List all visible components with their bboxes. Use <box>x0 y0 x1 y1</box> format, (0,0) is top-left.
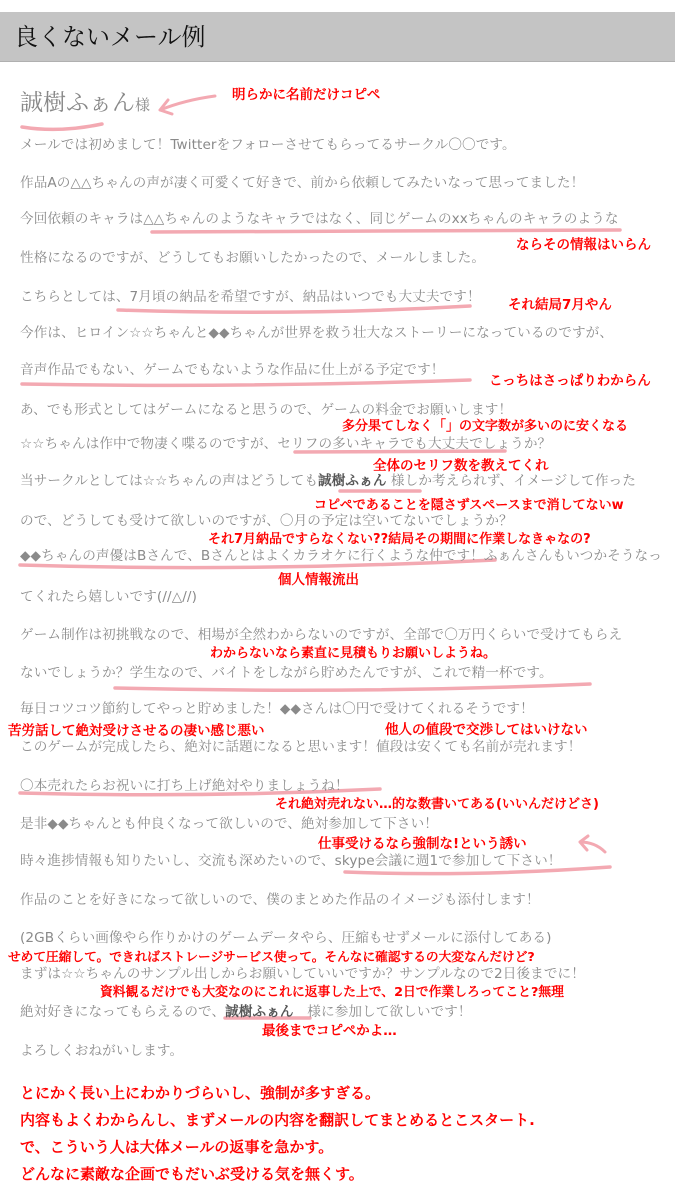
pasted-name: 誠樹ふぁん <box>225 1004 294 1020</box>
red-comment: コピペであることを隠さずスペースまで消してないw <box>314 498 624 513</box>
email-line: 時々進捗情報も知りたいし、交流も深めたいので、skype会議に週1で参加して下さい！ <box>20 853 562 869</box>
summary-line: 内容もよくわからんし、まずメールの内容を翻訳してまとめるとこスタート. <box>20 1111 535 1129</box>
email-line-with-name <box>20 1003 472 1021</box>
red-comment: わからないなら素直に見積もりお願いしようね。 <box>210 646 497 661</box>
email-line: (2GBくらい画像やら作りかけのゲームデータやら、圧縮もせずメールに添付してある) <box>20 930 552 946</box>
red-comment: 他人の値段で交渉してはいけない <box>385 722 588 738</box>
email-line: あ、でも形式としてはゲームになると思うので、ゲームの料金でお願いします！ <box>20 402 513 418</box>
red-comment: それ結局7月やん <box>508 297 612 313</box>
email-line-part: 様に参加して欲しいです！ <box>293 1004 472 1020</box>
red-comment: 資料観るだけでも大変なのにこれに返事した上で、2日で作業しろってこと?無理 <box>100 985 564 1000</box>
recipient-name: 誠樹ふぁん <box>20 90 135 116</box>
email-line: よろしくおねがいします。 <box>20 1043 184 1059</box>
red-comment: 仕事受けるなら強制な!という誘い <box>318 836 527 852</box>
pasted-name: 誠樹ふぁん <box>318 473 387 489</box>
email-line: まずは☆☆ちゃんのサンプル出しからお願いしていいですか？サンプルなので2日後までに！ <box>20 966 585 982</box>
red-comment: 多分果てしなく「」の文字数が多いのに安くなる <box>342 419 629 434</box>
red-comment: 最後までコピペかよ… <box>262 1023 397 1039</box>
email-line-part: 当サークルとしては☆☆ちゃんの声はどうしても <box>20 473 319 489</box>
recipient-suffix: 様 <box>135 96 151 114</box>
email-line: メールでは初めまして！Twitterをフォローさせてもらってるサークル〇〇です。 <box>20 137 516 153</box>
email-line-part: 絶対好きになってもらえるので、 <box>20 1004 226 1020</box>
email-recipient <box>20 84 150 117</box>
email-line: 〇本売れたらお祝いに打ち上げ絶対やりましょうね！ <box>20 778 349 794</box>
email-line: こちらとしては、7月頃の納品を希望ですが、納品はいつでも大丈夫です！ <box>20 289 481 305</box>
email-line: 今回依頼のキャラは△△ちゃんのようなキャラではなく、同じゲームのxxちゃんのキャラのような <box>20 211 619 227</box>
email-line: ので、どうしても受けて欲しいのですが、〇月の予定は空いてないでしょうか？ <box>20 513 513 529</box>
email-line: ないでしょうか？学生なので、バイトをしながら貯めたんですが、これで精一杯です。 <box>20 665 553 681</box>
red-comment: 苦労話して絶対受けさせるの凄い感じ悪い <box>8 723 265 739</box>
red-comment: こっちはさっぱりわからん <box>489 373 651 389</box>
email-line: 是非◆◆ちゃんとも仲良くなって欲しいので、絶対参加して下さい！ <box>20 816 438 832</box>
red-comment: せめて圧縮して。できればストレージサービス使って。そんなに確認するの大変なんだけど? <box>8 949 535 964</box>
red-comment: 個人情報流出 <box>278 572 359 588</box>
email-line: 音声作品でもない、ゲームでもないような作品に仕上がる予定です！ <box>20 362 445 378</box>
email-line: てくれたら嬉しいです(//△//) <box>20 589 198 605</box>
email-line: ☆☆ちゃんは作中で物凄く喋るのですが、セリフの多いキャラでも大丈夫でしょうか？ <box>20 436 552 452</box>
email-line: ゲーム制作は初挑戦なので、相場が全然わからないのですが、全部で〇万円くらいで受けてもらえ <box>20 627 623 643</box>
red-comment: それ7月納品ですらなくない??結局その期間に作業しなきゃなの? <box>208 532 591 547</box>
summary-line: とにかく長い上にわかりづらいし、強制が多すぎる。 <box>20 1084 381 1102</box>
summary-line: で、こういう人は大体メールの返事を急かす。 <box>20 1138 334 1156</box>
red-comment: ならその情報はいらん <box>516 237 651 253</box>
summary-line: どんなに素敵な企画でもだいぶ受ける気を無くす。 <box>20 1165 364 1183</box>
red-comment: 全体のセリフ数を教えてくれ <box>373 458 549 474</box>
email-line-part: 様しか考えられず、イメージして作った <box>386 473 636 489</box>
email-line: このゲームが完成したら、絶対に話題になると思います！値段は安くても名前が売れます！ <box>20 739 582 755</box>
email-line: 性格になるのですが、どうしてもお願いしたかったので、メールしました。 <box>20 250 486 266</box>
email-line: 作品Aの△△ちゃんの声が凄く可愛くて好きで、前から依頼してみたいなって思ってました！ <box>20 175 585 191</box>
red-comment: 明らかに名前だけコピペ <box>232 87 381 103</box>
email-line: 今作は、ヒロイン☆☆ちゃんと◆◆ちゃんが世界を救う壮大なストーリーになっているのですが、 <box>20 325 614 341</box>
email-line: ◆◆ちゃんの声優はBさんで、Bさんとはよくカラオケに行くような仲です！ふぁんさんもいつかそうなっ <box>20 548 662 564</box>
red-comment: それ絶対売れない…的な数書いてある(いいんだけどさ) <box>275 797 599 812</box>
email-line: 毎日コツコツ節約してやっと貯めました！◆◆さんは〇円で受けてくれるそうです！ <box>20 701 534 717</box>
page-title: 良くないメール例 <box>14 23 206 51</box>
header-bar <box>0 12 675 62</box>
email-line: 作品のことを好きになって欲しいので、僕のまとめた作品のイメージも添付します！ <box>20 892 540 908</box>
